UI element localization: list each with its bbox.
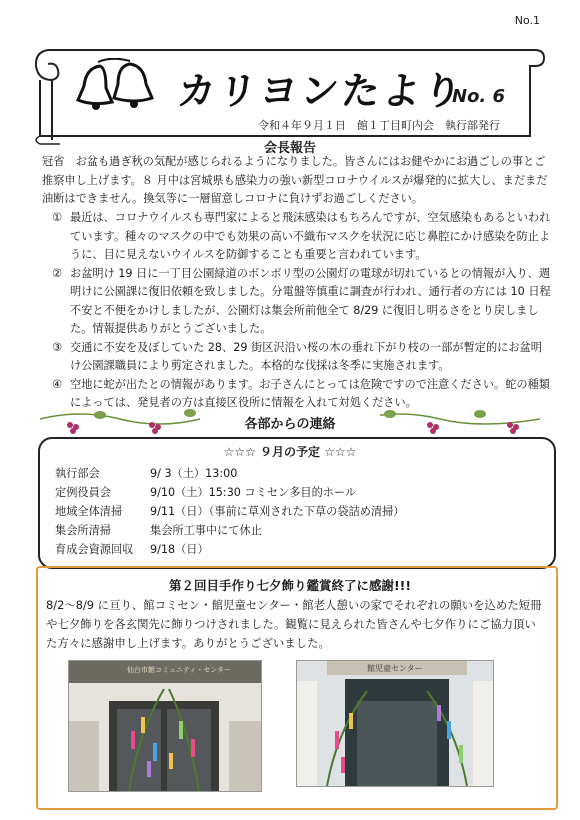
schedule-row: 定例役員会 9/10（土）15:30 コミセン多目的ホール [55,485,357,499]
list-item: ② お盆明け 19 日に一丁目公園緑道のボンボリ型の公園灯の電球が切れているとの情報が入り、週明けに公園課に復旧依頼を致しました。分電盤等慎重に調査が行われ、通行者の方には 10 日程不安と不便をかけしましたが、公園灯は集会所前他全て 8/29 に復旧し明るさをとり戻しました。情報提供ありがとうございました。 [52,266,551,335]
schedule-row: 地域全体清掃 9/11（日）（事前に草刈された下草の袋詰め清掃） [55,504,405,518]
list-item: ④ 空地に蛇が出たとの情報があります。お子さんにとっては危険ですので注意ください。蛇の種類によっては、発見者の方は直接区役所に情報を入れて対処ください。 [52,377,550,409]
issue-number: No. 6 [452,86,506,107]
section-heading-report: 会長報告 [263,141,316,156]
childrens-center-sign: 館児童センター [367,664,423,673]
schedule-row: 集会所清掃 集会所工事中にて休止 [55,523,262,537]
community-center-sign: 仙台市館コミュニティ・センター [127,666,232,674]
tanabata-text: 8/2～8/9 に亘り、館コミセン・館児童センター・館老人憩いの家でそれぞれの願いを込めた短冊や七夕飾りを各玄関先に飾りつけされました。観覧に見えられた皆さんや七夕作りにご協力頂いた方々に感謝申し上げます。ありがとうございました。 [46,598,542,650]
childrens-center-photo [296,660,494,787]
bells-icon [72,58,162,118]
newsletter-title: カリヨンたより [175,69,467,113]
report-list [52,209,552,413]
report-intro: 冠省 お盆も過ぎ秋の気配が感じられるようになりました。皆さんにはお健やかにお過ごしの事とご推察申し上げます。８ 月中は宮城県も感染力の強い新型コロナウイルスが爆発的に拡大し、まだまだ油断はできません。換気等に一層留意しコロナに負けずお過ごしください。 [42,155,548,205]
list-item: ③ 交通に不安を及ぼしていた 28、29 街区沢沿い桜の木の垂れ下がり枝の一部が暫定的にお盆明け公園課職員により剪定されました。本格的な伐採は冬季に実施されます。 [52,340,542,372]
section-heading-contacts: 各部からの連絡 [200,413,380,432]
schedule-row: 育成会資源回収 9/18（日） [55,542,209,556]
tanabata-heading: 第２回目手作り七夕飾り鑑賞終了に感謝!!! [168,578,412,593]
page-number: No.1 [514,14,540,27]
community-center-photo [68,660,262,792]
list-item: ① 最近は、コロナウイルスも専門家によると飛沫感染はもちろんですが、空気感染もあるといわれています。種々のマスクの中でも効果の高い不織布マスクを状況に応じ鼻腔にかけ感染を防止ように、目に見えないウイルスを防御することも重要と言われています。 [52,211,551,261]
community-center-illustration [69,661,261,791]
schedule-list [55,463,404,558]
childrens-center-illustration [297,661,493,786]
schedule-title: ☆☆☆ ９月の予定 ☆☆☆ [223,445,357,459]
schedule-row: 執行部会 9/ 3（土）13:00 [55,466,238,480]
dateline: 令和４年９月１日 館１丁目町内会 執行部発行 [258,119,500,132]
